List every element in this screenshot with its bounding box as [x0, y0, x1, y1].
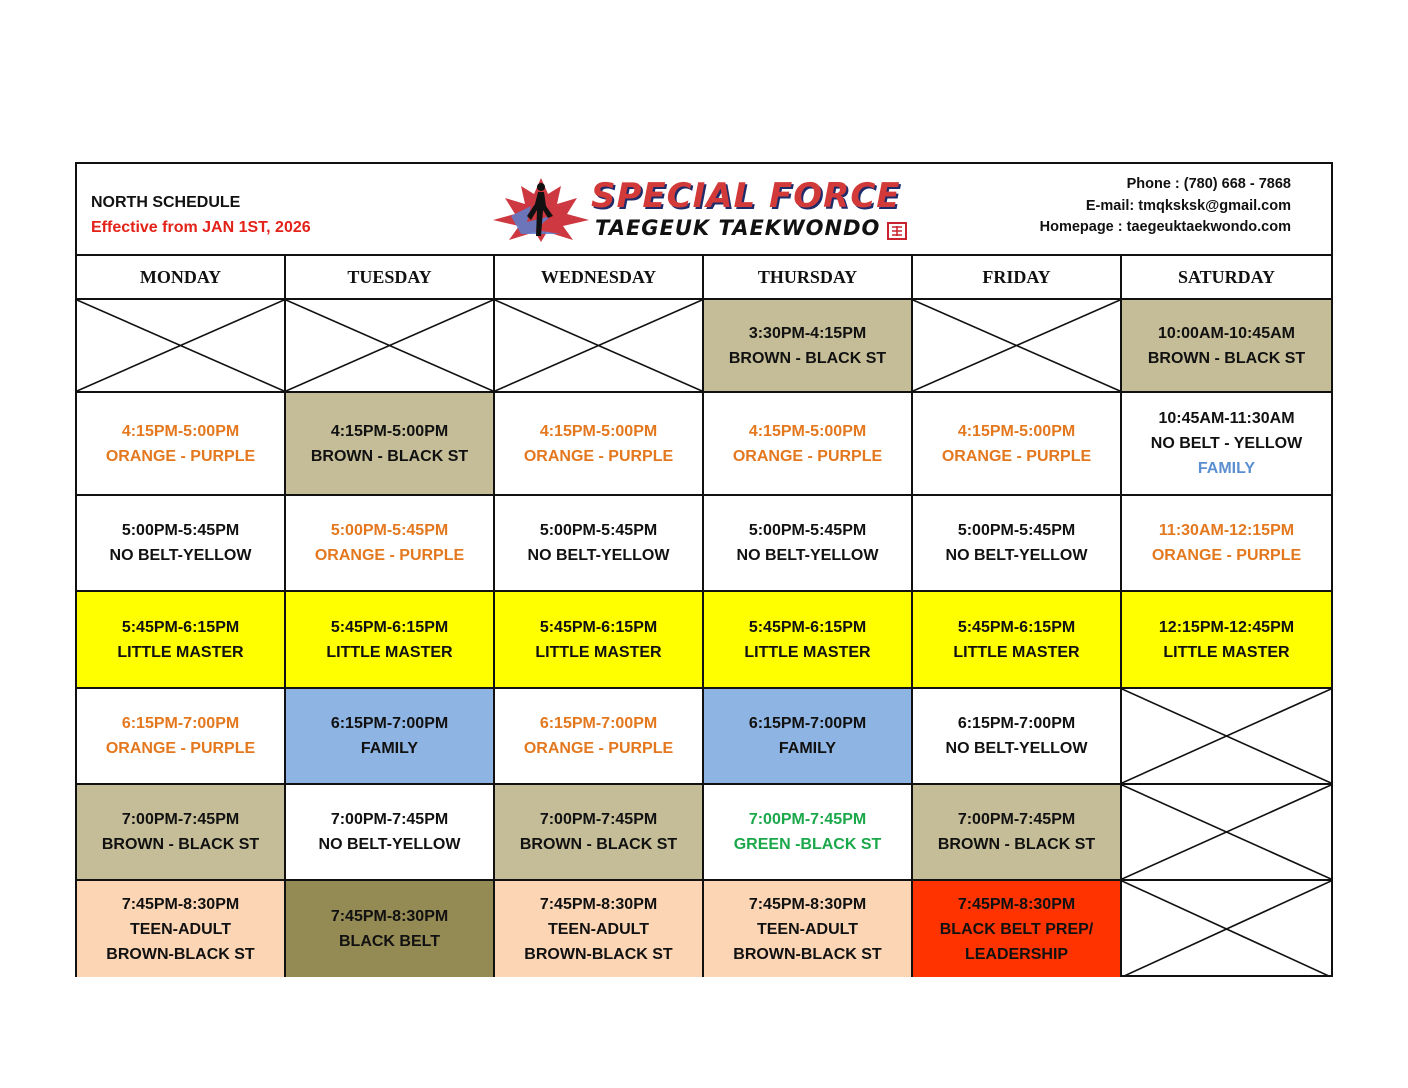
cross-out-icon	[286, 300, 493, 391]
cross-out-icon	[77, 300, 284, 391]
class-time: 12:15PM-12:45PM	[1158, 618, 1295, 636]
class-slot-tuesday	[286, 689, 495, 785]
class-slot-thursday	[704, 592, 913, 689]
class-time: 6:15PM-7:00PM	[748, 715, 867, 732]
contact-info	[1040, 174, 1291, 239]
class-group: LITTLE MASTER	[1163, 643, 1290, 661]
class-slot-friday	[913, 785, 1122, 881]
class-time: 4:15PM-5:00PM	[330, 422, 449, 440]
class-time: 7:00PM-7:45PM	[121, 811, 240, 828]
class-group: BROWN - BLACK ST	[519, 836, 678, 853]
class-slot-friday	[913, 592, 1122, 689]
class-group: LITTLE MASTER	[744, 643, 871, 661]
class-slot-tuesday	[286, 881, 495, 977]
class-time: 5:45PM-6:15PM	[748, 618, 867, 636]
class-slot-thursday	[704, 496, 913, 592]
class-time: 10:45AM-11:30AM	[1158, 410, 1295, 427]
class-slot-thursday	[704, 689, 913, 785]
class-time: 5:45PM-6:15PM	[330, 618, 449, 636]
class-slot-friday	[913, 393, 1122, 496]
schedule-title: NORTH SCHEDULE	[91, 194, 241, 211]
class-group: NO BELT-YELLOW	[945, 740, 1088, 757]
class-group: NO BELT-YELLOW	[318, 836, 461, 853]
class-time: 7:45PM-8:30PM	[539, 895, 658, 913]
class-slot-wednesday	[495, 785, 704, 881]
cross-out-icon	[1122, 689, 1331, 783]
day-header-friday: FRIDAY	[913, 256, 1122, 300]
cross-out-icon	[1122, 881, 1331, 977]
class-time: 7:45PM-8:30PM	[121, 895, 240, 913]
brand-subtitle: TAEGEUK TAEKWONDO	[595, 216, 881, 240]
class-time: 5:00PM-5:45PM	[121, 522, 240, 539]
class-slot-monday	[77, 785, 286, 881]
phone-number: Phone : (780) 668 - 7868	[1126, 176, 1291, 192]
no-class-cell	[77, 300, 286, 393]
class-slot-monday	[77, 496, 286, 592]
cross-out-icon	[1122, 785, 1331, 879]
class-slot-tuesday	[286, 592, 495, 689]
class-slot-saturday	[1122, 592, 1331, 689]
class-group: TEEN-ADULT	[547, 920, 650, 938]
class-time: 11:30AM-12:15PM	[1158, 522, 1295, 539]
class-group: NO BELT-YELLOW	[736, 547, 879, 564]
class-group: FAMILY	[360, 740, 419, 757]
class-time: 3:30PM-4:15PM	[748, 324, 867, 342]
email-address: E-mail: tmqksksk@gmail.com	[1085, 197, 1291, 214]
class-slot-thursday	[704, 300, 913, 393]
no-class-cell	[913, 300, 1122, 393]
class-slot-tuesday	[286, 496, 495, 592]
class-time: 7:00PM-7:45PM	[957, 811, 1076, 828]
class-time: 5:45PM-6:15PM	[121, 618, 240, 636]
class-group: NO BELT-YELLOW	[527, 547, 670, 564]
schedule-grid	[77, 256, 1331, 977]
class-group: GREEN -BLACK ST	[733, 836, 882, 853]
class-slot-wednesday	[495, 689, 704, 785]
class-group: ORANGE - PURPLE	[314, 547, 465, 564]
class-slot-wednesday	[495, 496, 704, 592]
class-group: BROWN - BLACK ST	[101, 836, 260, 853]
class-group: BROWN - BLACK ST	[937, 836, 1096, 853]
class-group: BROWN - BLACK ST	[310, 447, 469, 465]
class-group: ORANGE - PURPLE	[523, 740, 674, 757]
class-time: 5:45PM-6:15PM	[539, 618, 658, 636]
class-slot-monday	[77, 592, 286, 689]
class-group: BROWN-BLACK ST	[106, 945, 255, 963]
class-slot-friday	[913, 689, 1122, 785]
class-time: 7:45PM-8:30PM	[330, 908, 449, 925]
class-time: 4:15PM-5:00PM	[957, 422, 1076, 440]
class-group: LITTLE MASTER	[326, 643, 453, 661]
class-time: 7:45PM-8:30PM	[957, 895, 1076, 913]
class-group: BROWN - BLACK ST	[1147, 349, 1306, 367]
class-group: BROWN-BLACK ST	[733, 945, 882, 963]
class-group: ORANGE - PURPLE	[1151, 547, 1302, 564]
class-group: FAMILY	[778, 740, 837, 757]
cross-out-icon	[495, 300, 702, 391]
class-slot-wednesday	[495, 592, 704, 689]
class-group: NO BELT - YELLOW	[1150, 435, 1303, 452]
class-group: BLACK BELT PREP/	[939, 920, 1094, 938]
no-class-cell	[286, 300, 495, 393]
class-time: 4:15PM-5:00PM	[539, 422, 658, 440]
class-slot-monday	[77, 689, 286, 785]
day-header-thursday: THURSDAY	[704, 256, 913, 300]
class-group: ORANGE - PURPLE	[941, 447, 1092, 465]
red-seal-icon	[887, 222, 907, 240]
class-time: 4:15PM-5:00PM	[748, 422, 867, 440]
brand-name: SPECIAL FORCE	[591, 176, 901, 216]
class-time: 7:00PM-7:45PM	[748, 811, 867, 828]
no-class-cell	[495, 300, 704, 393]
class-time: 5:00PM-5:45PM	[957, 522, 1076, 539]
class-group: BLACK BELT	[338, 933, 441, 950]
class-slot-friday	[913, 496, 1122, 592]
class-time: 7:00PM-7:45PM	[539, 811, 658, 828]
no-class-cell	[1122, 881, 1331, 977]
class-group: BROWN - BLACK ST	[728, 349, 887, 367]
class-slot-thursday	[704, 785, 913, 881]
schedule-heading	[91, 190, 311, 240]
class-slot-thursday	[704, 393, 913, 496]
class-group: LITTLE MASTER	[117, 643, 244, 661]
homepage-url: Homepage : taegeuktaekwondo.com	[1039, 219, 1291, 235]
class-slot-thursday	[704, 881, 913, 977]
class-slot-monday	[77, 881, 286, 977]
day-header-monday: MONDAY	[77, 256, 286, 300]
cross-out-icon	[913, 300, 1120, 391]
maple-leaf-icon	[491, 176, 591, 244]
class-slot-wednesday	[495, 393, 704, 496]
class-slot-wednesday	[495, 881, 704, 977]
school-logo	[491, 176, 911, 244]
class-slot-saturday	[1122, 496, 1331, 592]
class-slot-monday	[77, 393, 286, 496]
class-group: NO BELT-YELLOW	[945, 547, 1088, 564]
day-header-tuesday: TUESDAY	[286, 256, 495, 300]
class-slot-tuesday	[286, 393, 495, 496]
day-header-wednesday: WEDNESDAY	[495, 256, 704, 300]
schedule-header	[77, 164, 1331, 256]
no-class-cell	[1122, 689, 1331, 785]
no-class-cell	[1122, 785, 1331, 881]
class-time: 5:00PM-5:45PM	[539, 522, 658, 539]
class-time: 6:15PM-7:00PM	[957, 715, 1076, 732]
class-slot-tuesday	[286, 785, 495, 881]
class-time: 7:00PM-7:45PM	[330, 811, 449, 828]
class-time: 5:00PM-5:45PM	[330, 522, 449, 539]
class-time: 7:45PM-8:30PM	[748, 895, 867, 913]
effective-date: Effective from JAN 1ST, 2026	[91, 219, 311, 236]
class-group: BROWN-BLACK ST	[524, 945, 673, 963]
class-time: 5:45PM-6:15PM	[957, 618, 1076, 636]
schedule-sheet	[75, 162, 1333, 977]
class-time: 4:15PM-5:00PM	[121, 422, 240, 440]
day-header-saturday: SATURDAY	[1122, 256, 1331, 300]
class-group: TEEN-ADULT	[756, 920, 859, 938]
class-group: LITTLE MASTER	[535, 643, 662, 661]
class-time: 6:15PM-7:00PM	[121, 715, 240, 732]
class-time: 6:15PM-7:00PM	[539, 715, 658, 732]
class-group: ORANGE - PURPLE	[105, 740, 256, 757]
class-slot-friday	[913, 881, 1122, 977]
class-group: NO BELT-YELLOW	[109, 547, 252, 564]
class-slot-saturday	[1122, 300, 1331, 393]
class-time: 6:15PM-7:00PM	[330, 715, 449, 732]
class-group: LEADERSHIP	[964, 945, 1069, 963]
class-time: 5:00PM-5:45PM	[748, 522, 867, 539]
class-slot-saturday	[1122, 393, 1331, 496]
class-group: FAMILY	[1197, 460, 1256, 477]
class-group: ORANGE - PURPLE	[523, 447, 674, 465]
class-group: ORANGE - PURPLE	[732, 447, 883, 465]
class-time: 10:00AM-10:45AM	[1158, 324, 1295, 342]
class-group: LITTLE MASTER	[953, 643, 1080, 661]
class-group: TEEN-ADULT	[129, 920, 232, 938]
class-group: ORANGE - PURPLE	[105, 447, 256, 465]
